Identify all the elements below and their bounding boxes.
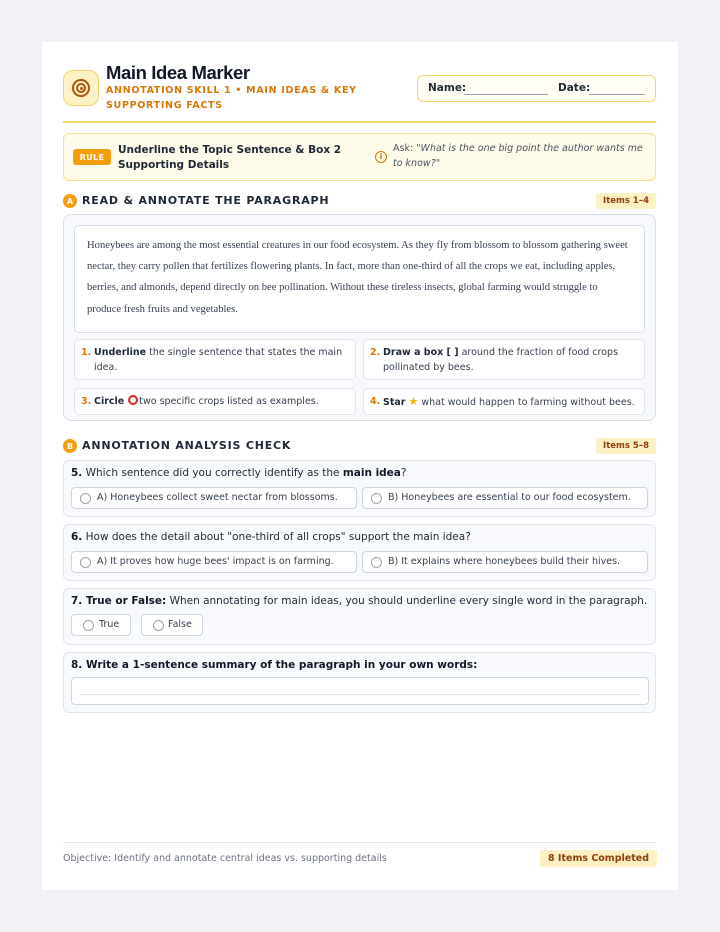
rule-ask	[393, 141, 648, 171]
header-divider	[63, 121, 656, 123]
worksheet-page	[42, 42, 678, 890]
rule-badge: RULE	[73, 149, 111, 165]
ask-question: "What is the one big point the author wants me to know?"	[393, 143, 643, 169]
question-8-text: 8. Write a 1-sentence summary of the paragraph in your own words:	[71, 659, 478, 671]
task-2-number: 2.	[370, 347, 381, 358]
star-icon: ★	[408, 395, 419, 408]
radio-icon[interactable]	[80, 493, 91, 504]
task-2-verb: Draw a box [ ]	[383, 347, 459, 358]
question-8	[63, 652, 656, 713]
question-5-option-b[interactable]	[362, 487, 648, 509]
date-label: Date:	[558, 82, 591, 94]
task-2	[363, 339, 645, 380]
section-a-letter: A	[63, 194, 77, 208]
question-6-body: How does the detail about "one-third of all crops" support the main idea?	[82, 531, 471, 543]
answer-line	[79, 694, 641, 695]
task-4-text	[383, 394, 641, 410]
rule-title: Underline the Topic Sentence & Box 2 Supporting Details	[118, 144, 342, 171]
task-1-text	[94, 345, 352, 375]
task-1-rest: the single sentence that states the main idea.	[94, 347, 343, 373]
question-5-number: 5.	[71, 467, 83, 479]
task-4	[363, 388, 645, 415]
radio-icon[interactable]	[83, 620, 94, 631]
task-3-rest: two specific crops listed as examples.	[139, 396, 319, 407]
question-5-post: ?	[400, 467, 407, 479]
task-4-rest: what would happen to farming without bees.	[418, 397, 635, 408]
name-date-box	[417, 75, 656, 102]
section-b-header	[63, 438, 656, 454]
radio-icon[interactable]	[371, 493, 382, 504]
page-subtitle: ANNOTATION SKILL 1 • MAIN IDEAS & KEY SUPPORTING FACTS	[106, 85, 357, 111]
question-7-body: When annotating for main ideas, you should underline every single word in the paragraph.	[166, 595, 648, 607]
section-a-header	[63, 193, 656, 209]
radio-icon[interactable]	[153, 620, 164, 631]
radio-icon[interactable]	[371, 557, 382, 568]
question-6-option-b-label: B) It explains where honeybees build their hives.	[388, 556, 621, 567]
task-3-text	[94, 394, 352, 409]
radio-icon[interactable]	[80, 557, 91, 568]
question-6-option-b[interactable]	[362, 551, 648, 573]
question-5-option-a-label: A) Honeybees collect sweet nectar from blossoms.	[97, 492, 338, 503]
question-6-option-a-label: A) It proves how huge bees' impact is on farming.	[97, 556, 334, 567]
section-b-letter: B	[63, 439, 77, 453]
target-icon	[63, 70, 99, 106]
task-1	[74, 339, 356, 380]
page-title: Main Idea Marker	[106, 62, 250, 83]
question-6-option-a[interactable]	[71, 551, 357, 573]
task-3-verb: Circle	[94, 396, 125, 407]
question-7-option-true[interactable]	[71, 614, 131, 636]
question-7-false-label: False	[168, 619, 192, 630]
task-4-number: 4.	[370, 396, 381, 407]
question-7-option-false[interactable]	[141, 614, 203, 636]
date-line[interactable]	[589, 94, 645, 95]
footer-divider	[63, 842, 656, 843]
task-2-rest: around the fraction of food crops pollinated by bees.	[383, 347, 619, 373]
question-7-true-label: True	[99, 619, 120, 630]
section-a-panel	[63, 214, 656, 421]
question-7-label: 7. True or False:	[71, 595, 167, 607]
question-7	[63, 588, 656, 645]
question-6-text	[71, 531, 471, 543]
ask-prefix: Ask:	[393, 143, 414, 154]
name-line[interactable]	[464, 94, 548, 95]
section-b-items-badge: Items 5–8	[596, 438, 656, 454]
name-label: Name:	[428, 82, 467, 94]
question-5-option-a[interactable]	[71, 487, 357, 509]
question-5-emphasis: main idea	[342, 467, 401, 479]
section-a-items-badge: Items 1–4	[596, 193, 656, 209]
question-7-text	[71, 595, 647, 607]
section-b-title: ANNOTATION ANALYSIS CHECK	[82, 439, 292, 452]
question-5	[63, 460, 656, 517]
task-4-verb: Star	[383, 397, 406, 408]
info-icon: i	[375, 151, 387, 163]
summary-answer-field[interactable]	[71, 677, 649, 705]
task-1-number: 1.	[81, 347, 92, 358]
task-3	[74, 388, 356, 415]
items-completed-badge: 8 Items Completed	[540, 850, 657, 867]
question-5-text	[71, 467, 406, 479]
question-6-number: 6.	[71, 531, 83, 543]
question-5-option-b-label: B) Honeybees are essential to our food ecosystem.	[388, 492, 631, 503]
task-2-text	[383, 345, 641, 375]
reading-paragraph[interactable]: Honeybees are among the most essential creatures in our food ecosystem. As they fly from blossom to blossom gathering sweet nectar, they carry pollen that fertilizes flowering plants. In fact, more than one-third of all the crops we eat, including apples, berries, and almonds, depend directly on bee pollination. Without these tireless insects, global farming would struggle to produce fresh fruits and vegetables.	[74, 225, 645, 333]
task-1-verb: Underline	[94, 347, 147, 358]
circle-icon	[128, 395, 138, 405]
footer-objective: Objective: Identify and annotate central ideas vs. supporting details	[63, 853, 387, 864]
task-3-number: 3.	[81, 396, 92, 407]
rule-box	[63, 133, 656, 181]
question-6	[63, 524, 656, 581]
section-a-title: READ & ANNOTATE THE PARAGRAPH	[82, 194, 330, 207]
question-5-pre: Which sentence did you correctly identify as the	[82, 467, 343, 479]
